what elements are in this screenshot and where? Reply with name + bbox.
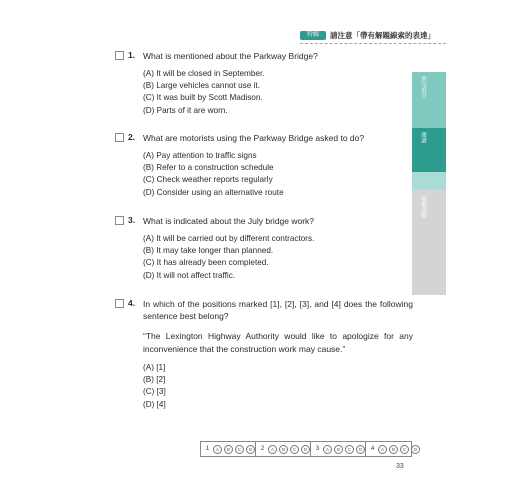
question-number: 2. [128,132,136,142]
answer-bubble-d[interactable]: D [301,445,310,454]
page-header [300,30,446,42]
answer-cell [366,442,420,456]
answer-bubble-b[interactable]: B [224,445,233,454]
answer-bubble-c[interactable]: C [290,445,299,454]
option-b[interactable]: (B) It may take longer than planned. [143,246,274,256]
answer-cell [311,442,366,456]
option-c[interactable]: (C) It was built by Scott Madison. [143,93,263,103]
answer-bubble-d[interactable]: D [411,445,420,454]
option-c[interactable]: (C) [3] [143,387,166,397]
answer-bubble-b[interactable]: B [334,445,343,454]
options-list [143,362,413,411]
answer-bubble-b[interactable]: B [389,445,398,454]
side-tab-top[interactable] [412,72,446,128]
option-a[interactable]: (A) Pay attention to traffic signs [143,151,257,160]
side-tab-bottom[interactable] [412,190,446,295]
answer-bubble-a[interactable]: A [268,445,277,454]
question-number: 1. [128,50,136,60]
question-checkbox[interactable] [115,299,124,308]
question-text: What is mentioned about the Parkway Bridge? [143,51,318,61]
answer-bubble-d[interactable]: D [246,445,255,454]
option-c[interactable]: (C) Check weather reports regularly [143,175,273,185]
option-b[interactable]: (B) [2] [143,375,166,385]
answer-number: 2 [260,446,265,452]
options-list [143,68,413,117]
header-title: 請注意「帶有解題線索的表達」 [330,31,435,40]
answer-cell [256,442,311,456]
option-d[interactable]: (D) Consider using an alternative route [143,187,284,197]
option-a[interactable]: (A) It will be closed in September. [143,69,265,78]
answer-bubble-d[interactable]: D [356,445,365,454]
answer-number: 1 [205,446,210,452]
answer-bubble-a[interactable]: A [323,445,332,454]
option-b[interactable]: (B) Refer to a construction schedule [143,163,274,173]
answer-bubble-b[interactable]: B [279,445,288,454]
header-badge: 特輯 [300,31,326,40]
answer-number: 4 [370,446,375,452]
answer-number: 3 [315,446,320,452]
option-d[interactable]: (D) It will not affect traffic. [143,270,236,280]
question-checkbox[interactable] [115,216,124,225]
side-tab-active[interactable] [412,128,446,172]
question-text: What are motorists using the Parkway Bridge asked to do? [143,133,365,143]
quoted-sentence: “The Lexington Highway Authority would like to apologize for any inconvenience that the construction work may cause.” [143,331,413,354]
side-tab-top-label: 單句填空 [420,76,426,98]
answer-sheet [200,441,418,457]
option-b[interactable]: (B) Large vehicles cannot use it. [143,81,260,91]
answer-bubble-c[interactable]: C [400,445,409,454]
option-d[interactable]: (D) [4] [143,399,166,409]
answer-cell [201,442,256,456]
options-list [143,150,413,199]
options-list [143,233,413,282]
option-c[interactable]: (C) It has already been completed. [143,258,269,268]
side-tab-divider [412,172,446,192]
question-checkbox[interactable] [115,133,124,142]
option-a[interactable]: (A) [1] [143,363,166,372]
option-a[interactable]: (A) It will be carried out by different contractors. [143,234,315,243]
answer-bubble-a[interactable]: A [378,445,387,454]
answer-bubble-c[interactable]: C [345,445,354,454]
answer-bubble-c[interactable]: C [235,445,244,454]
side-tab-bottom-label: 模擬測驗 [420,196,426,218]
header-divider [300,43,446,44]
question-text: What is indicated about the July bridge work? [143,216,315,226]
question-number: 3. [128,215,136,225]
question-checkbox[interactable] [115,51,124,60]
answer-bubble-a[interactable]: A [213,445,222,454]
side-tab-active-label: 閱讀 [420,132,426,143]
option-d[interactable]: (D) Parts of it are worn. [143,105,228,115]
page-number: 33 [396,463,404,470]
question-number: 4. [128,298,136,308]
question-text: In which of the positions marked [1], [2], [3], and [4] does the following sentence best belong? [143,299,413,322]
